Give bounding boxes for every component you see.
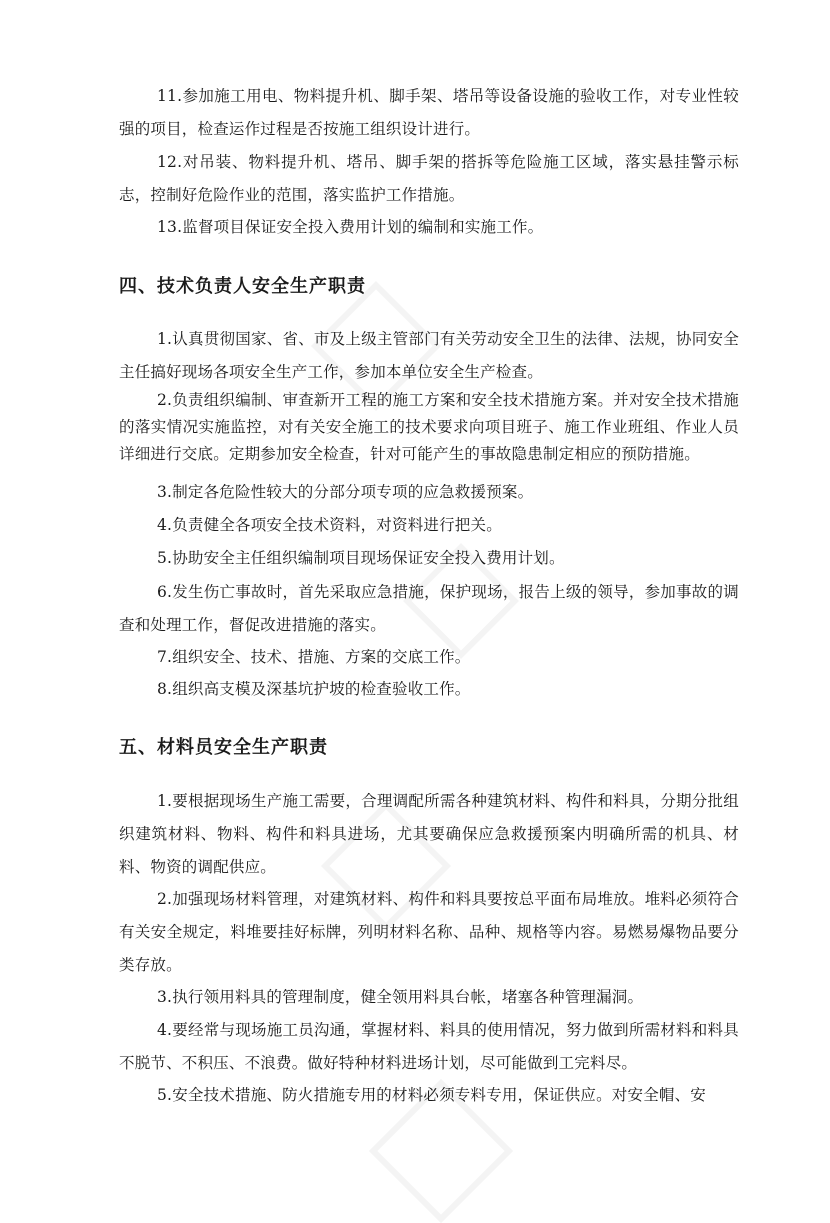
paragraph-item-5: 5.协助安全主任组织编制项目现场保证安全投入费用计划。	[157, 549, 565, 567]
paragraph-item-13: 13.监督项目保证安全投入费用计划的编制和实施工作。	[157, 218, 544, 236]
paragraph-item-4: 4.负责健全各项安全技术资料，对资料进行把关。	[157, 516, 502, 534]
paragraph-item-11: 11.参加施工用电、物料提升机、脚手架、塔吊等设备设施的验收工作，对专业性较强的项目，检查运作过程是否按施工组织设计进行。	[119, 87, 739, 138]
paragraph-item-2: 2.负责组织编制、审查新开工程的施工方案和安全技术措施方案。并对安全技术措施的落实情况实施监控，对有关安全施工的技术要求向项目班子、施工作业班组、作业人员详细进行交底。定期参加安全检查，针对可能产生的事故隐患制定相应的预防措施。	[119, 391, 739, 463]
section-heading-4: 四、技术负责人安全生产职责	[119, 276, 366, 297]
paragraph-item-8: 8.组织高支模及深基坑护坡的检查验收工作。	[157, 680, 471, 698]
paragraph-item-2: 2.加强现场材料管理，对建筑材料、构件和料具要按总平面布局堆放。堆料必须符合有关安全规定，料堆要挂好标牌，列明材料名称、品种、规格等内容。易燃易爆物品要分类存放。	[119, 890, 739, 974]
paragraph-item-3: 3.制定各危险性较大的分部分项专项的应急救援预案。	[157, 483, 534, 501]
paragraph-item-3: 3.执行领用料具的管理制度，健全领用料具台帐，堵塞各种管理漏洞。	[157, 988, 644, 1006]
paragraph-item-5: 5.安全技术措施、防火措施专用的材料必须专料专用，保证供应。对安全帽、安	[157, 1086, 706, 1104]
paragraph-item-1: 1.要根据现场生产施工需要，合理调配所需各种建筑材料、构件和料具，分期分批组织建筑材料、物料、构件和料具进场，尤其要确保应急救援预案内明确所需的机具、材料、物资的调配供应。	[119, 792, 739, 876]
paragraph-item-6: 6.发生伤亡事故时，首先采取应急措施，保护现场，报告上级的领导，参加事故的调查和处理工作，督促改进措施的落实。	[119, 583, 739, 634]
paragraph-item-7: 7.组织安全、技术、措施、方案的交底工作。	[157, 648, 471, 666]
section-heading-5: 五、材料员安全生产职责	[119, 737, 328, 758]
paragraph-item-4: 4.要经常与现场施工员沟通，掌握材料、料具的使用情况，努力做到所需材料和料具不脱节、不积压、不浪费。做好特种材料进场计划，尽可能做到工完料尽。	[119, 1021, 739, 1072]
paragraph-item-12: 12.对吊装、物料提升机、塔吊、脚手架的搭拆等危险施工区域，落实悬挂警示标志，控制好危险作业的范围，落实监护工作措施。	[119, 153, 739, 204]
paragraph-item-1: 1.认真贯彻国家、省、市及上级主管部门有关劳动安全卫生的法律、法规，协同安全主任搞好现场各项安全生产工作，参加本单位安全生产检查。	[119, 330, 739, 381]
